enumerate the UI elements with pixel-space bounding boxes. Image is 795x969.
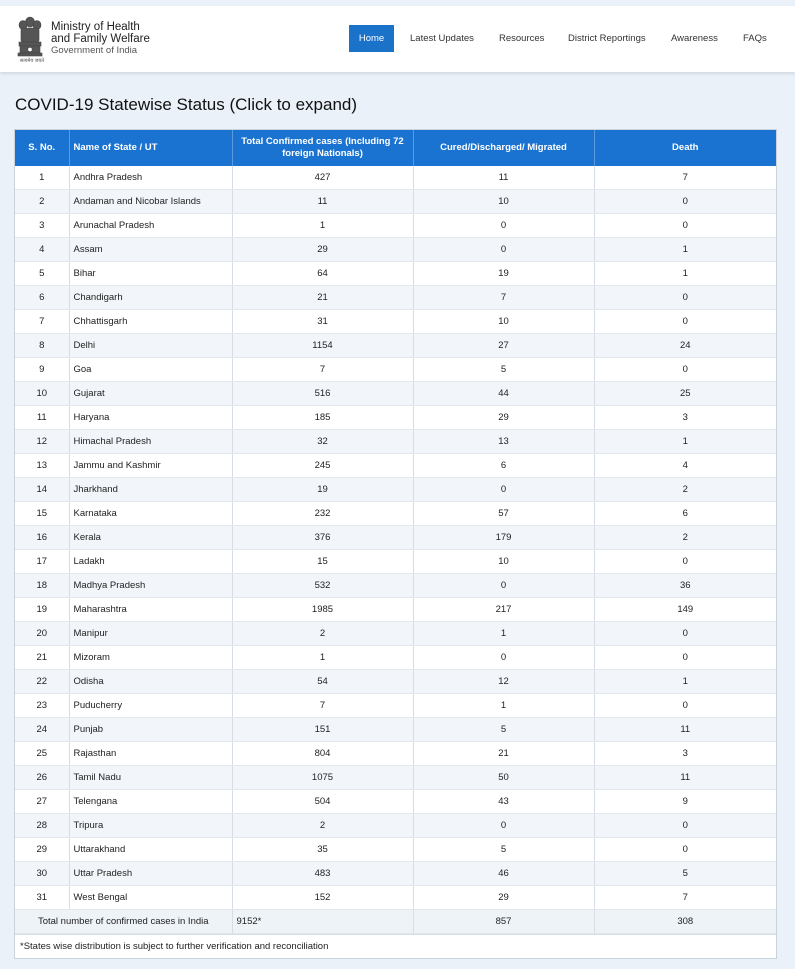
cell-confirmed: 7	[232, 694, 413, 718]
cell-cured: 1	[413, 622, 594, 646]
cell-death: 0	[594, 214, 776, 238]
cell-death: 0	[594, 358, 776, 382]
statewise-status-table	[15, 130, 776, 934]
cell-sno: 14	[15, 478, 69, 502]
cell-sno: 1	[15, 166, 69, 190]
cell-cured: 1	[413, 694, 594, 718]
cell-death: 0	[594, 694, 776, 718]
cell-death: 0	[594, 190, 776, 214]
cell-sno: 30	[15, 862, 69, 886]
cell-confirmed: 232	[232, 502, 413, 526]
cell-state-name: Arunachal Pradesh	[69, 214, 232, 238]
cell-confirmed: 804	[232, 742, 413, 766]
col-header-cured: Cured/Discharged/ Migrated	[413, 130, 594, 166]
cell-death: 1	[594, 430, 776, 454]
table-row[interactable]	[15, 502, 776, 526]
cell-sno: 19	[15, 598, 69, 622]
statewise-table-container	[14, 129, 777, 959]
cell-cured: 50	[413, 766, 594, 790]
table-row[interactable]	[15, 454, 776, 478]
cell-sno: 18	[15, 574, 69, 598]
cell-death: 0	[594, 310, 776, 334]
table-row[interactable]	[15, 262, 776, 286]
col-header-confirmed: Total Confirmed cases (Including 72 foreign Nationals)	[232, 130, 413, 166]
cell-cured: 0	[413, 574, 594, 598]
table-row[interactable]	[15, 622, 776, 646]
table-header-row	[15, 130, 776, 166]
cell-cured: 7	[413, 286, 594, 310]
cell-confirmed: 483	[232, 862, 413, 886]
cell-confirmed: 1	[232, 646, 413, 670]
cell-cured: 0	[413, 646, 594, 670]
cell-sno: 6	[15, 286, 69, 310]
cell-cured: 5	[413, 358, 594, 382]
table-row[interactable]	[15, 742, 776, 766]
table-row[interactable]	[15, 574, 776, 598]
cell-cured: 5	[413, 718, 594, 742]
table-row[interactable]	[15, 718, 776, 742]
cell-sno: 26	[15, 766, 69, 790]
cell-state-name: Andhra Pradesh	[69, 166, 232, 190]
cell-state-name: Gujarat	[69, 382, 232, 406]
cell-state-name: Odisha	[69, 670, 232, 694]
table-row[interactable]	[15, 334, 776, 358]
emblem-caption: सत्यमेव जयते	[19, 58, 45, 64]
cell-cured: 13	[413, 430, 594, 454]
cell-confirmed: 21	[232, 286, 413, 310]
table-row[interactable]	[15, 814, 776, 838]
cell-state-name: Bihar	[69, 262, 232, 286]
cell-sno: 13	[15, 454, 69, 478]
col-header-death: Death	[594, 130, 776, 166]
table-row[interactable]	[15, 190, 776, 214]
cell-sno: 23	[15, 694, 69, 718]
total-confirmed: 9152*	[232, 910, 413, 934]
cell-cured: 0	[413, 478, 594, 502]
cell-cured: 10	[413, 550, 594, 574]
cell-cured: 21	[413, 742, 594, 766]
cell-sno: 15	[15, 502, 69, 526]
cell-state-name: Haryana	[69, 406, 232, 430]
table-row[interactable]	[15, 790, 776, 814]
cell-death: 149	[594, 598, 776, 622]
cell-state-name: Madhya Pradesh	[69, 574, 232, 598]
cell-state-name: Goa	[69, 358, 232, 382]
cell-state-name: Puducherry	[69, 694, 232, 718]
cell-cured: 179	[413, 526, 594, 550]
cell-confirmed: 31	[232, 310, 413, 334]
cell-confirmed: 29	[232, 238, 413, 262]
ministry-name-line2: and Family Welfare	[51, 33, 150, 45]
cell-death: 0	[594, 646, 776, 670]
cell-cured: 29	[413, 406, 594, 430]
cell-sno: 29	[15, 838, 69, 862]
col-header-state: Name of State / UT	[69, 130, 232, 166]
cell-state-name: Himachal Pradesh	[69, 430, 232, 454]
cell-confirmed: 2	[232, 622, 413, 646]
cell-state-name: Ladakh	[69, 550, 232, 574]
cell-sno: 10	[15, 382, 69, 406]
table-row[interactable]	[15, 238, 776, 262]
cell-death: 6	[594, 502, 776, 526]
cell-cured: 29	[413, 886, 594, 910]
cell-confirmed: 504	[232, 790, 413, 814]
cell-state-name: Andaman and Nicobar Islands	[69, 190, 232, 214]
cell-cured: 0	[413, 238, 594, 262]
cell-confirmed: 532	[232, 574, 413, 598]
cell-death: 2	[594, 478, 776, 502]
cell-death: 2	[594, 526, 776, 550]
cell-death: 36	[594, 574, 776, 598]
table-row[interactable]	[15, 646, 776, 670]
cell-sno: 22	[15, 670, 69, 694]
nav-faqs[interactable]: FAQs	[743, 33, 767, 44]
cell-state-name: Karnataka	[69, 502, 232, 526]
cell-death: 0	[594, 622, 776, 646]
cell-state-name: Punjab	[69, 718, 232, 742]
cell-cured: 10	[413, 190, 594, 214]
col-header-sno: S. No.	[15, 130, 69, 166]
cell-confirmed: 11	[232, 190, 413, 214]
cell-sno: 28	[15, 814, 69, 838]
cell-confirmed: 1154	[232, 334, 413, 358]
cell-state-name: Uttar Pradesh	[69, 862, 232, 886]
cell-sno: 16	[15, 526, 69, 550]
cell-death: 1	[594, 238, 776, 262]
table-row[interactable]	[15, 478, 776, 502]
cell-state-name: Tamil Nadu	[69, 766, 232, 790]
cell-sno: 24	[15, 718, 69, 742]
cell-confirmed: 152	[232, 886, 413, 910]
nav-latest-updates[interactable]: Latest Updates	[410, 33, 474, 44]
cell-cured: 0	[413, 214, 594, 238]
cell-state-name: Rajasthan	[69, 742, 232, 766]
table-row[interactable]	[15, 862, 776, 886]
cell-state-name: Jammu and Kashmir	[69, 454, 232, 478]
cell-confirmed: 516	[232, 382, 413, 406]
cell-sno: 9	[15, 358, 69, 382]
cell-cured: 10	[413, 310, 594, 334]
cell-sno: 27	[15, 790, 69, 814]
table-row[interactable]	[15, 286, 776, 310]
cell-confirmed: 376	[232, 526, 413, 550]
cell-death: 4	[594, 454, 776, 478]
table-row[interactable]	[15, 694, 776, 718]
table-body	[15, 166, 776, 910]
cell-state-name: Uttarakhand	[69, 838, 232, 862]
cell-sno: 11	[15, 406, 69, 430]
cell-confirmed: 1985	[232, 598, 413, 622]
cell-cured: 19	[413, 262, 594, 286]
cell-death: 0	[594, 814, 776, 838]
cell-cured: 57	[413, 502, 594, 526]
cell-confirmed: 7	[232, 358, 413, 382]
cell-death: 1	[594, 670, 776, 694]
cell-cured: 11	[413, 166, 594, 190]
cell-death: 9	[594, 790, 776, 814]
cell-confirmed: 2	[232, 814, 413, 838]
cell-sno: 17	[15, 550, 69, 574]
table-row[interactable]	[15, 550, 776, 574]
cell-confirmed: 35	[232, 838, 413, 862]
table-row[interactable]	[15, 358, 776, 382]
cell-cured: 0	[413, 814, 594, 838]
cell-state-name: Jharkhand	[69, 478, 232, 502]
government-of-india: Government of India	[51, 45, 138, 56]
cell-state-name: Mizoram	[69, 646, 232, 670]
cell-cured: 27	[413, 334, 594, 358]
cell-cured: 6	[413, 454, 594, 478]
cell-sno: 21	[15, 646, 69, 670]
cell-death: 11	[594, 718, 776, 742]
cell-death: 7	[594, 166, 776, 190]
table-row[interactable]	[15, 166, 776, 190]
page-title[interactable]: COVID-19 Statewise Status (Click to expand)	[15, 95, 358, 114]
cell-confirmed: 151	[232, 718, 413, 742]
cell-state-name: West Bengal	[69, 886, 232, 910]
cell-confirmed: 15	[232, 550, 413, 574]
table-row[interactable]	[15, 382, 776, 406]
table-row[interactable]	[15, 526, 776, 550]
cell-confirmed: 1	[232, 214, 413, 238]
cell-death: 11	[594, 766, 776, 790]
total-row	[15, 910, 776, 934]
cell-sno: 20	[15, 622, 69, 646]
cell-confirmed: 64	[232, 262, 413, 286]
cell-state-name: Chandigarh	[69, 286, 232, 310]
cell-state-name: Telengana	[69, 790, 232, 814]
table-row[interactable]	[15, 838, 776, 862]
table-row[interactable]	[15, 886, 776, 910]
cell-state-name: Delhi	[69, 334, 232, 358]
cell-cured: 12	[413, 670, 594, 694]
cell-sno: 3	[15, 214, 69, 238]
nav-awareness[interactable]: Awareness	[671, 33, 718, 44]
ministry-name-line1: Ministry of Health	[51, 21, 140, 33]
cell-confirmed: 427	[232, 166, 413, 190]
total-label: Total number of confirmed cases in India	[15, 910, 232, 934]
cell-death: 1	[594, 262, 776, 286]
cell-death: 0	[594, 550, 776, 574]
ministry-logo-text[interactable]	[51, 21, 150, 57]
cell-sno: 2	[15, 190, 69, 214]
cell-cured: 46	[413, 862, 594, 886]
cell-death: 24	[594, 334, 776, 358]
table-row[interactable]	[15, 766, 776, 790]
cell-confirmed: 54	[232, 670, 413, 694]
cell-state-name: Tripura	[69, 814, 232, 838]
table-row[interactable]	[15, 598, 776, 622]
cell-state-name: Chhattisgarh	[69, 310, 232, 334]
cell-death: 3	[594, 406, 776, 430]
cell-death: 0	[594, 838, 776, 862]
cell-state-name: Manipur	[69, 622, 232, 646]
cell-cured: 44	[413, 382, 594, 406]
cell-death: 25	[594, 382, 776, 406]
cell-confirmed: 19	[232, 478, 413, 502]
cell-death: 5	[594, 862, 776, 886]
distribution-note: *States wise distribution is subject to further verification and reconciliation	[15, 934, 776, 958]
cell-confirmed: 245	[232, 454, 413, 478]
total-death: 308	[594, 910, 776, 934]
cell-sno: 8	[15, 334, 69, 358]
cell-cured: 217	[413, 598, 594, 622]
nav-resources[interactable]: Resources	[499, 33, 545, 44]
cell-sno: 4	[15, 238, 69, 262]
table-row[interactable]	[15, 430, 776, 454]
cell-sno: 31	[15, 886, 69, 910]
total-cured: 857	[413, 910, 594, 934]
table-row[interactable]	[15, 214, 776, 238]
nav-district-reportings[interactable]: District Reportings	[568, 33, 646, 44]
table-row[interactable]	[15, 310, 776, 334]
cell-sno: 7	[15, 310, 69, 334]
cell-death: 3	[594, 742, 776, 766]
cell-state-name: Kerala	[69, 526, 232, 550]
nav-home[interactable]: Home	[349, 25, 394, 52]
cell-confirmed: 32	[232, 430, 413, 454]
cell-state-name: Assam	[69, 238, 232, 262]
table-row[interactable]	[15, 670, 776, 694]
table-row[interactable]	[15, 406, 776, 430]
cell-cured: 5	[413, 838, 594, 862]
cell-state-name: Maharashtra	[69, 598, 232, 622]
cell-cured: 43	[413, 790, 594, 814]
cell-sno: 12	[15, 430, 69, 454]
cell-sno: 5	[15, 262, 69, 286]
cell-death: 7	[594, 886, 776, 910]
site-header	[0, 6, 795, 72]
cell-death: 0	[594, 286, 776, 310]
cell-confirmed: 1075	[232, 766, 413, 790]
cell-confirmed: 185	[232, 406, 413, 430]
cell-sno: 25	[15, 742, 69, 766]
